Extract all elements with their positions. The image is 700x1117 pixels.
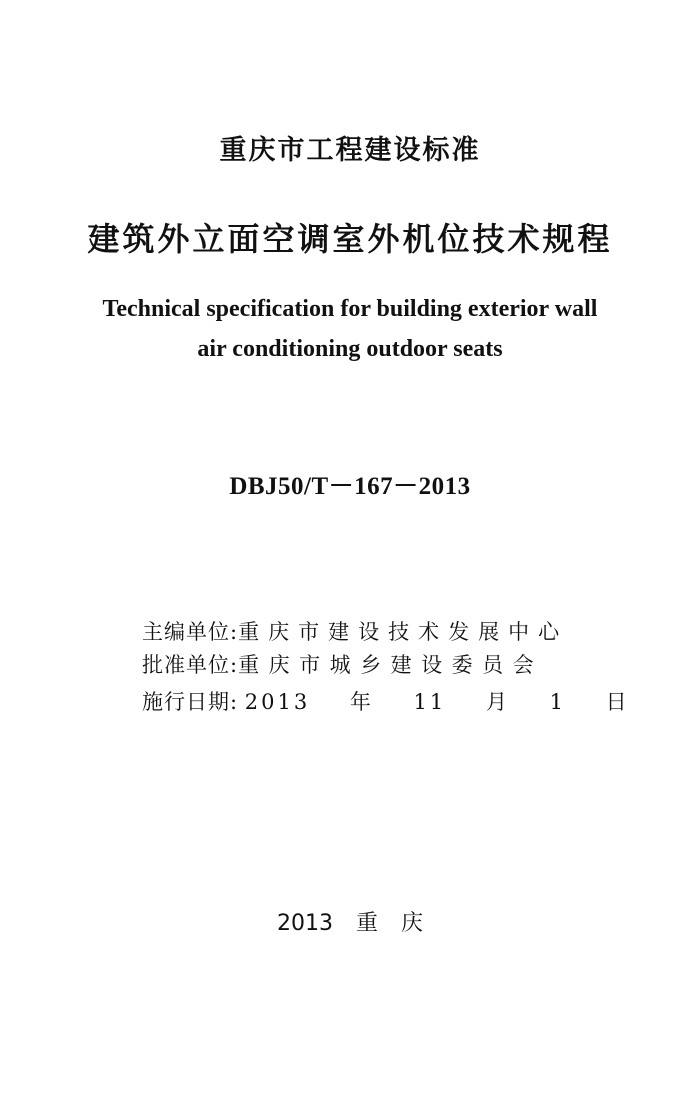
document-title-chinese: 建筑外立面空调室外机位技术规程 bbox=[87, 220, 613, 258]
effective-date-label: 施行日期: bbox=[142, 690, 239, 714]
approver-value: 重庆市城乡建设委员会 bbox=[238, 653, 544, 677]
chief-editor-value: 重庆市建设技术发展中心 bbox=[238, 620, 569, 644]
publication-imprint: 2013 重 庆 bbox=[277, 911, 423, 936]
chief-editor-label: 主编单位: bbox=[142, 620, 239, 644]
effective-date-value: 2013 年 11 月 1 日 bbox=[244, 690, 630, 714]
document-title-english-line-1: Technical specification for building exterior wall bbox=[102, 296, 598, 322]
chief-editor-row bbox=[142, 616, 568, 646]
effective-date-row bbox=[142, 686, 630, 716]
standard-series-heading: 重庆市工程建设标准 bbox=[219, 135, 481, 166]
standard-code: DBJ50/T－167－2013 bbox=[229, 473, 471, 500]
approver-row bbox=[142, 649, 543, 679]
approver-label: 批准单位: bbox=[142, 653, 239, 677]
document-title-english-line-2: air conditioning outdoor seats bbox=[197, 336, 503, 362]
